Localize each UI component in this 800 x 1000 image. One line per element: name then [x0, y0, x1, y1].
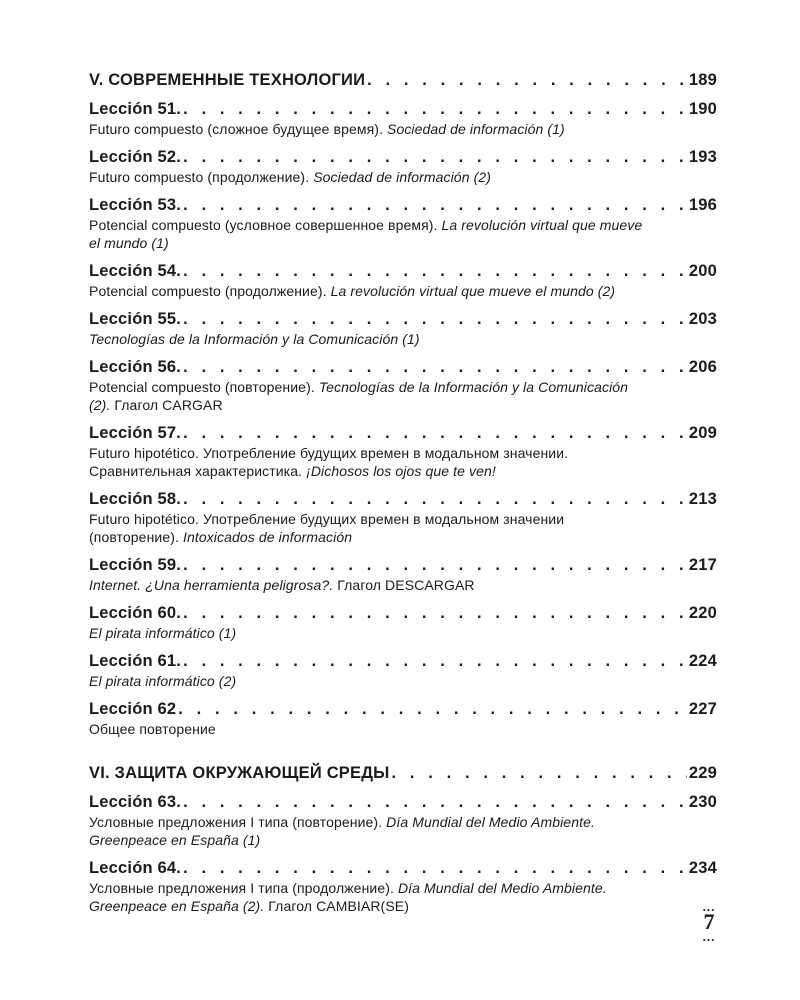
description-segment: La revolución virtual que mueve el mundo (2) [330, 283, 616, 299]
dot-leader [183, 651, 687, 671]
toc-entry [89, 603, 717, 642]
section-title: V. СОВРЕМЕННЫЕ ТЕХНОЛОГИИ [89, 71, 366, 89]
toc-entry [89, 651, 717, 690]
table-of-contents [89, 70, 717, 915]
description-segment: La revolución virtual que mueve el mundo (1) [89, 217, 643, 251]
lesson-page: 234 [688, 859, 717, 877]
description-segment: Tecnologías de la Información y la Comunicación (1) [89, 331, 420, 347]
lesson-description [89, 510, 649, 546]
toc-entry [89, 261, 717, 300]
lesson-label: Lección 62 [89, 700, 177, 718]
lesson-label: Lección 61. [89, 652, 182, 670]
dot-leader [183, 489, 687, 509]
lesson-description [89, 120, 649, 138]
lesson-page: 230 [688, 793, 717, 811]
toc-entry [89, 357, 717, 414]
toc-entry [89, 147, 717, 186]
lesson-heading [89, 651, 717, 671]
lesson-description [89, 624, 649, 642]
lesson-page: 224 [688, 652, 717, 670]
lesson-label: Lección 57. [89, 424, 182, 442]
footer-ellipsis-bottom: ... [702, 929, 716, 944]
description-segment: Условные предложения I типа (повторение). [89, 814, 387, 830]
footer-ellipsis-top: ... [702, 899, 716, 914]
lesson-label: Lección 60. [89, 604, 182, 622]
lesson-heading [89, 489, 717, 509]
dot-leader [183, 357, 687, 377]
lesson-heading [89, 309, 717, 329]
section-heading [89, 70, 717, 90]
lesson-description [89, 813, 649, 849]
section-title: VI. ЗАЩИТА ОКРУЖАЮЩЕЙ СРЕДЫ [89, 764, 390, 782]
lesson-heading [89, 357, 717, 377]
description-segment: Sociedad de información (1) [387, 121, 565, 137]
lesson-label: Lección 59. [89, 556, 182, 574]
toc-entry [89, 489, 717, 546]
lesson-heading [89, 699, 717, 719]
lesson-description [89, 576, 649, 594]
section-page: 189 [688, 71, 717, 89]
description-segment: Sociedad de información (2) [313, 169, 491, 185]
lesson-label: Lección 63. [89, 793, 182, 811]
page-number: 7 [703, 909, 715, 934]
lesson-page: 203 [688, 310, 717, 328]
dot-leader [183, 99, 687, 119]
description-segment: Potencial compuesto (продолжение). [89, 283, 331, 299]
description-segment: El pirata informático (1) [89, 625, 237, 641]
description-segment: Общее повторение [89, 721, 216, 737]
description-segment: Глагол CARGAR [114, 397, 223, 413]
lesson-label: Lección 64. [89, 859, 182, 877]
dot-leader [183, 423, 687, 443]
dot-leader [183, 792, 687, 812]
lesson-page: 193 [688, 148, 717, 166]
lesson-description [89, 282, 649, 300]
toc-entry [89, 699, 717, 738]
dot-leader [183, 858, 687, 878]
lesson-heading [89, 603, 717, 623]
lesson-page: 206 [688, 358, 717, 376]
dot-leader [367, 70, 687, 90]
lesson-heading [89, 261, 717, 281]
lesson-label: Lección 58. [89, 490, 182, 508]
lesson-heading [89, 792, 717, 812]
description-segment: El pirata informático (2) [89, 673, 237, 689]
lesson-page: 209 [688, 424, 717, 442]
lesson-description [89, 378, 649, 414]
section-page: 229 [688, 764, 717, 782]
lesson-heading [89, 858, 717, 878]
lesson-description [89, 444, 649, 480]
page-footer [694, 899, 724, 944]
dot-leader [183, 555, 687, 575]
section-heading [89, 763, 717, 783]
toc-entry [89, 195, 717, 252]
lesson-label: Lección 51. [89, 100, 182, 118]
description-segment: Futuro compuesto (сложное будущее время). [89, 121, 387, 137]
lesson-page: 213 [688, 490, 717, 508]
dot-leader [183, 309, 687, 329]
description-segment: Tecnologías de la Información y la Comunicación (2). [89, 379, 629, 413]
lesson-page: 196 [688, 196, 717, 214]
description-segment: Futuro compuesto (продолжение). [89, 169, 314, 185]
lesson-label: Lección 55. [89, 310, 182, 328]
toc-entry [89, 423, 717, 480]
toc-entry [89, 555, 717, 594]
lesson-description [89, 672, 649, 690]
lesson-description [89, 720, 649, 738]
dot-leader [183, 261, 687, 281]
description-segment: Глагол DESCARGAR [337, 577, 475, 593]
lesson-heading [89, 99, 717, 119]
lesson-label: Lección 54. [89, 262, 182, 280]
description-segment: Día Mundial del Medio Ambiente. Greenpeace en España (2). [89, 880, 607, 914]
description-segment: Futuro hipotético. Употребление будущих времен в модальном значении (повторение). [89, 511, 565, 545]
lesson-label: Lección 52. [89, 148, 182, 166]
description-segment: Глагол CAMBIAR(SE) [268, 898, 409, 914]
lesson-description [89, 168, 649, 186]
description-segment: ¡Dichosos los ojos que te ven! [306, 463, 496, 479]
lesson-heading [89, 555, 717, 575]
lesson-label: Lección 53. [89, 196, 182, 214]
lesson-page: 217 [688, 556, 717, 574]
dot-leader [183, 195, 687, 215]
toc-entry [89, 309, 717, 348]
lesson-heading [89, 423, 717, 443]
description-segment: Potencial compuesto (повторение). [89, 379, 319, 395]
description-segment: Día Mundial del Medio Ambiente. Greenpeace en España (1) [89, 814, 595, 848]
lesson-page: 227 [688, 700, 717, 718]
dot-leader [183, 603, 687, 623]
lesson-description [89, 330, 649, 348]
lesson-label: Lección 56. [89, 358, 182, 376]
toc-entry [89, 792, 717, 849]
toc-entry [89, 99, 717, 138]
description-segment: Internet. ¿Una herramienta peligrosa?. [89, 577, 338, 593]
lesson-heading [89, 147, 717, 167]
lesson-description [89, 216, 649, 252]
description-segment: Potencial compuesto (условное совершенное время). [89, 217, 442, 233]
lesson-description [89, 879, 649, 915]
lesson-page: 190 [688, 100, 717, 118]
dot-leader [183, 147, 687, 167]
dot-leader [178, 699, 687, 719]
dot-leader [392, 763, 687, 783]
description-segment: Futuro hipotético. Употребление будущих времен в модальном значении. Сравнительная характеристика. [89, 445, 569, 479]
lesson-heading [89, 195, 717, 215]
lesson-page: 220 [688, 604, 717, 622]
description-segment: Intoxicados de información [182, 529, 353, 545]
description-segment: Условные предложения I типа (продолжение). [89, 880, 398, 896]
toc-entry [89, 858, 717, 915]
lesson-page: 200 [688, 262, 717, 280]
